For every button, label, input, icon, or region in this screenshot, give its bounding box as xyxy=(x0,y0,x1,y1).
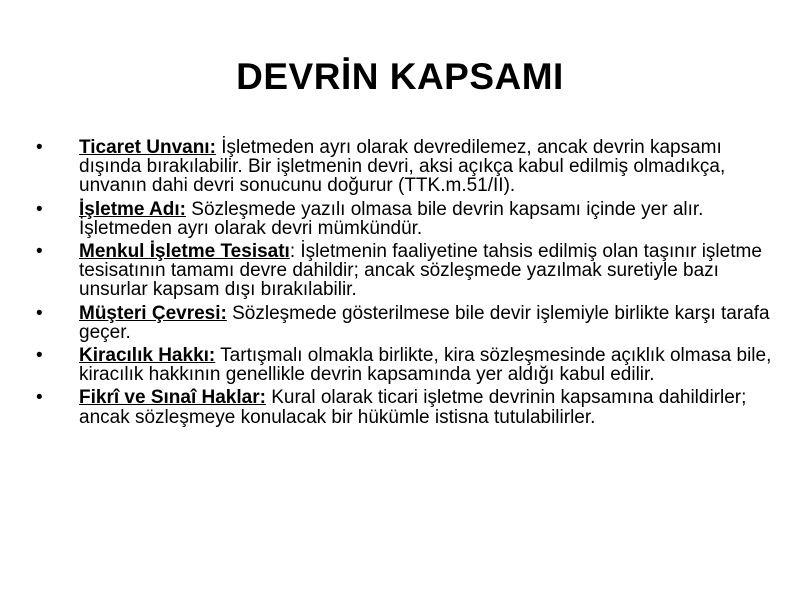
bullet-icon: • xyxy=(36,302,43,324)
bullet-text: : İşletmenin faaliyetine tahsis edilmiş olan taşınır işletme tesisatının tamamı devre dahildir; ancak sözleşmede yazılmak suretiyle bazı unsurlar kapsam dışı bırakılabilir. xyxy=(79,241,762,301)
bullet-item-menkul-isletme-tesisati xyxy=(36,242,776,300)
bullet-icon: • xyxy=(36,387,43,409)
bullet-text: İşletmeden ayrı olarak devredilemez, ancak devrin kapsamı dışında bırakılabilir. Bir işletmenin devri, aksi açıkça kabul edilmiş olmadıkça, unvanın dahi devri sonucunu doğurur (TTK.m.51/II). xyxy=(79,137,726,197)
bullet-term: Kiracılık Hakkı: xyxy=(79,345,216,367)
bullet-list xyxy=(36,138,776,431)
bullet-text: Tartışmalı olmakla birlikte, kira sözleşmesinde açıklık olmasa bile, kiracılık hakkının genellikle devrin kapsamında yer aldığı kabul edilir. xyxy=(79,345,772,386)
bullet-term: Ticaret Unvanı: xyxy=(79,137,216,158)
bullet-icon: • xyxy=(36,137,43,158)
bullet-icon: • xyxy=(36,241,43,263)
bullet-item-isletme-adi xyxy=(36,200,776,238)
slide-title: DEVRİN KAPSAMI xyxy=(236,56,564,97)
bullet-item-fikri-ve-sinai-haklar xyxy=(36,388,776,426)
bullet-text: Sözleşmede gösterilmese bile devir işlemiyle birlikte karşı tarafa geçer. xyxy=(79,302,770,343)
bullet-item-kiracilik-hakki xyxy=(36,346,776,384)
bullet-icon: • xyxy=(36,198,43,220)
bullet-item-musteri-cevresi xyxy=(36,304,776,342)
bullet-text: Kural olarak ticari işletme devrinin kapsamına dahildirler; ancak sözleşmeye konulacak bir hükümle istisna tutulabilirler. xyxy=(79,387,747,428)
bullet-term: Müşteri Çevresi: xyxy=(79,302,227,324)
bullet-term: İşletme Adı: xyxy=(79,198,186,220)
bullet-icon: • xyxy=(36,345,43,367)
bullet-term: Fikrî ve Sınaî Haklar: xyxy=(79,387,266,409)
bullet-term: Menkul İşletme Tesisatı xyxy=(79,241,290,263)
bullet-item-ticaret-unvani xyxy=(36,138,776,196)
bullet-text: Sözleşmede yazılı olmasa bile devrin kapsamı içinde yer alır. İşletmeden ayrı olarak devri mümkündür. xyxy=(79,198,704,239)
